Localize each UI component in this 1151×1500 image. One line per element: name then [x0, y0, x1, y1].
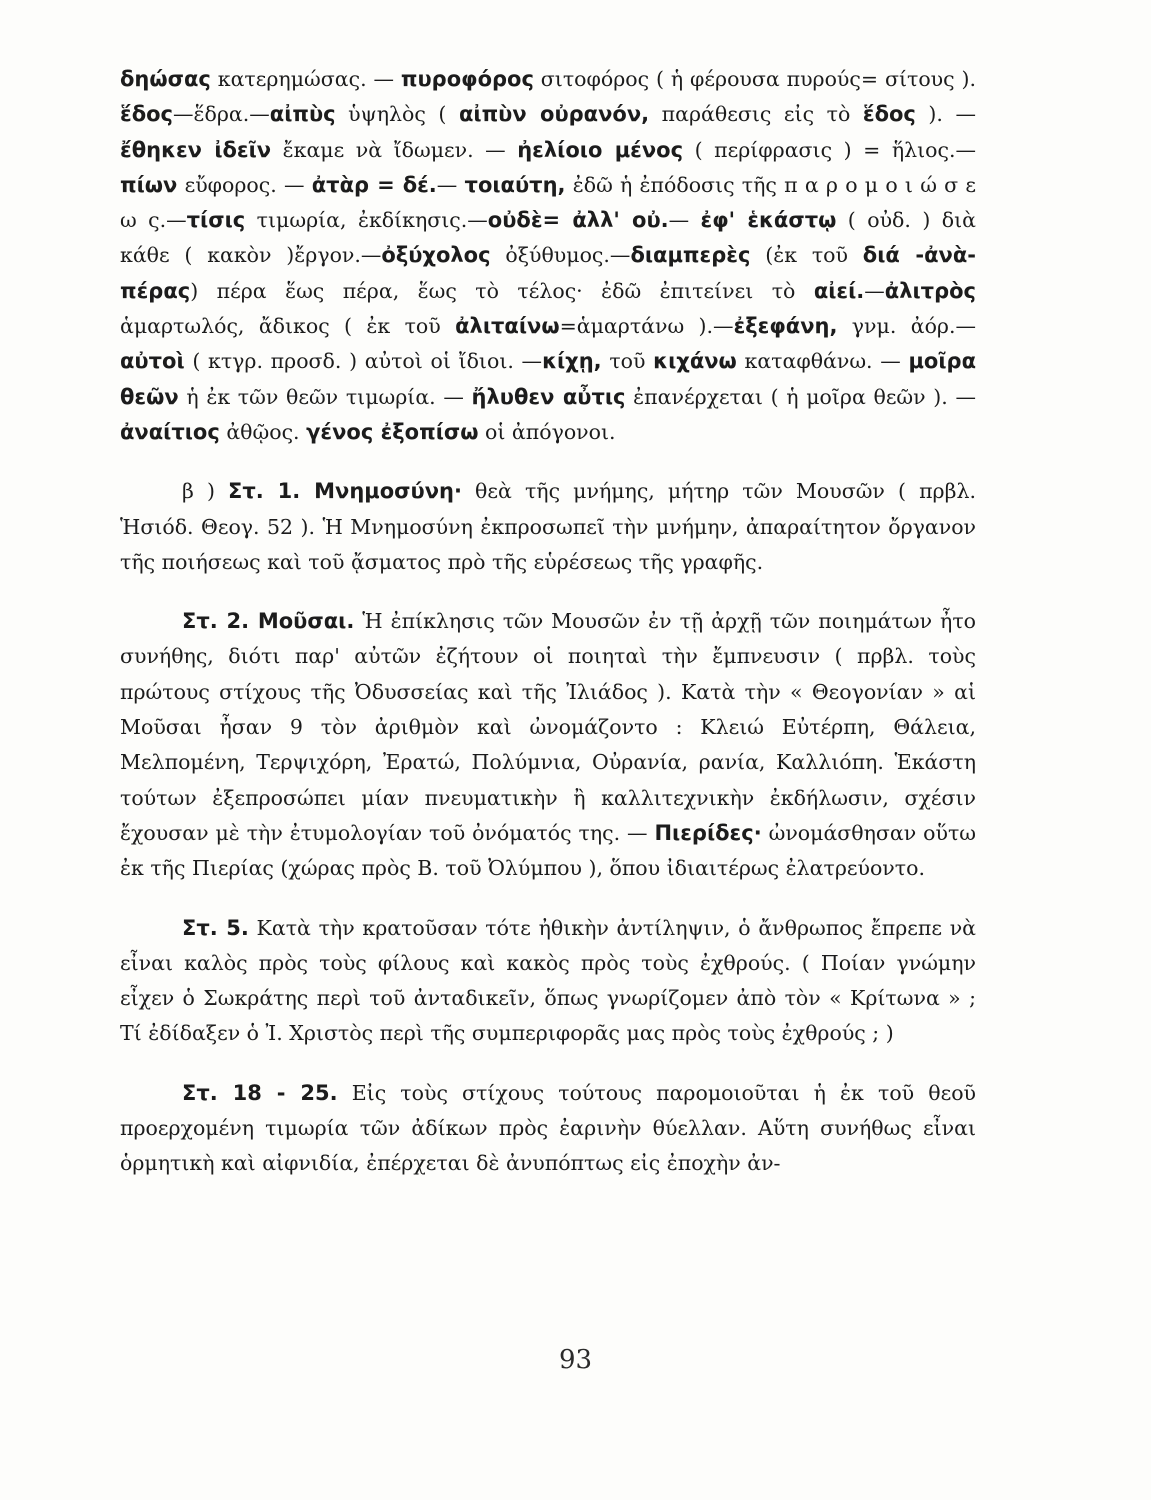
- text-run: ἔκαμε νὰ ἴδωμεν. —: [271, 137, 518, 162]
- text-run: ( κτγρ. προσδ. ) αὐτοὶ οἱ ἴδιοι. —: [184, 349, 543, 374]
- text-run: ὠνομάσθησαν οὕτω ἐκ τῆς Πιερίας (χώρας πρὸς Β. τοῦ Ὀλύμπου ), ὅπου ἰδιαιτέρως ἐλατρεύοντο.: [120, 820, 976, 881]
- text-run: ) πέρα ἕως πέρα, ἕως τὸ τέλος· ἐδῶ ἐπιτείνει τὸ: [190, 278, 814, 303]
- bold-term: αὐτοὶ: [120, 349, 185, 374]
- bold-term: ἀλιτρὸς: [884, 278, 976, 303]
- bold-term: αἰπὺν οὐρανόν,: [458, 102, 650, 127]
- bold-term: ἠελίοιο μένος: [517, 137, 684, 162]
- text-run: ἐπανέρχεται ( ἡ μοῖρα θεῶν ). —: [625, 384, 976, 409]
- bold-term: Πιερίδες·: [654, 820, 762, 845]
- text-run: —ἕδρα.—: [173, 102, 270, 127]
- bold-term: ἔθηκεν ἰδεῖν: [120, 137, 272, 162]
- text-run: παράθεσις εἰς τὸ: [649, 102, 863, 127]
- text-run: ( οὐδ. ) διὰ κάθε ( κακὸν )ἔργον.—: [120, 208, 976, 268]
- bold-term: αἰπὺς: [269, 102, 336, 127]
- verse-5-note: [120, 911, 976, 1052]
- bold-term: Στ. 5.: [182, 915, 249, 940]
- text-run: καταφθάνω. —: [736, 349, 909, 374]
- text-run: σιτοφόρος ( ἡ φέρουσα πυρούς= σίτους ).: [533, 67, 977, 91]
- bold-term: ἐφ' ἑκάστῳ: [700, 208, 837, 233]
- bold-term: ἐξεφάνη,: [733, 314, 838, 339]
- text-run: ἀθῷος.: [219, 419, 307, 444]
- bold-term: ἀτὰρ = δέ.: [311, 172, 437, 197]
- bold-term: Στ. 2. Μοῦσαι.: [182, 609, 355, 634]
- bold-term: μοῖρα θεῶν: [120, 349, 976, 409]
- text-run: ἐδῶ ἡ ἐπόδοσις τῆς π α ρ ο μ ο ι ώ σ ε ω ς.—: [120, 172, 976, 233]
- glossary-paragraph: [120, 62, 976, 450]
- text-run: ἡ ἐκ τῶν θεῶν τιμωρία. —: [178, 384, 472, 409]
- text-run: ( περίφρασις ) = ἥλιος.—: [683, 137, 977, 162]
- bold-term: πυροφόρος: [400, 67, 534, 91]
- text-run: τιμωρία, ἐκδίκησις.—: [245, 208, 488, 233]
- text-run: ὀξύθυμος.—: [490, 243, 631, 268]
- bold-term: ἕδος: [120, 102, 173, 127]
- text-run: Κατὰ τὴν κρατοῦσαν τότε ἠθικὴν ἀντίληψιν, ὁ ἄνθρωπος ἔπρεπε νὰ εἶναι καλὸς πρὸς τοὺς φίλους καὶ κακὸς πρὸς τοὺς ἐχθρούς. ( Ποίαν γνώμην εἶχεν ὁ Σωκράτης περὶ τοῦ ἀνταδικεῖν, ὅπως γνωρίζομεν ἀπὸ τὸν « Κρίτωνα » ; Τί ἐδίδαξεν ὁ Ἰ. Χριστὸς περὶ τῆς συμπεριφορᾶς μας πρὸς τοὺς ἐχθρούς ; ): [120, 915, 977, 1046]
- text-run: (ἐκ τοῦ: [750, 243, 863, 268]
- bold-term: ἀλιταίνω: [455, 314, 560, 339]
- verse-1-note: [120, 474, 976, 580]
- verse-2-note: [120, 604, 976, 886]
- text-run: —: [864, 278, 885, 303]
- bold-term: τοιαύτη,: [464, 172, 566, 197]
- bold-term: τίσις: [186, 208, 246, 233]
- text-run: ἁμαρτωλός, ἄδικος ( ἐκ τοῦ: [120, 314, 456, 339]
- text-run: εὔφορος. —: [177, 172, 312, 197]
- bold-term: γένος ἐξοπίσω: [306, 419, 479, 444]
- text-run: θεὰ τῆς μνήμης, μήτηρ τῶν Μουσῶν ( πρβλ. Ἡσιόδ. Θεογ. 52 ). Ἡ Μνημοσύνη ἐκπροσωπεῖ τὴν μνήμην, ἀπαραίτητον ὄργανον τῆς ποιήσεως καὶ τοῦ ᾄσματος πρὸ τῆς εὑρέσεως τῆς γραφῆς.: [120, 479, 976, 574]
- text-run: γνμ. ἀόρ.—: [837, 314, 976, 339]
- bold-term: δηώσας: [120, 67, 211, 91]
- bold-term: ἀναίτιος: [120, 419, 220, 444]
- text-run: ). —: [915, 102, 977, 127]
- page-body: [120, 62, 976, 1182]
- bold-term: ἕδος: [862, 102, 916, 127]
- verse-18-25-note: [120, 1076, 976, 1182]
- bold-term: κίχῃ,: [542, 349, 602, 374]
- text-run: β ): [182, 479, 229, 504]
- text-run: —: [668, 208, 701, 233]
- text-run: Εἰς τοὺς στίχους τούτους παρομοιοῦται ἡ ἐκ τοῦ θεοῦ προερχομένη τιμωρία τῶν ἀδίκων πρὸς ἐαρινὴν θύελλαν. Αὕτη συνήθως εἶναι ὁρμητικὴ καὶ αἰφνιδία, ἐπέρχεται δὲ ἀνυπόπτως εἰς ἐποχὴν ἀν-: [120, 1080, 976, 1176]
- bold-term: πίων: [120, 172, 178, 197]
- bold-term: ἤλυθεν αὖτις: [471, 384, 626, 409]
- bold-term: Στ. 1. Μνημοσύνη·: [228, 479, 462, 504]
- bold-term: αἰεί.: [813, 278, 865, 303]
- text-run: κατερημώσας. —: [210, 67, 401, 91]
- bold-term: ὀξύχολος: [381, 243, 491, 268]
- bold-term: Στ. 18 - 25.: [182, 1080, 338, 1105]
- page-number: 93: [558, 1345, 593, 1375]
- bold-term: διαμπερὲς: [630, 243, 751, 268]
- text-run: Ἡ ἐπίκλησις τῶν Μουσῶν ἐν τῇ ἀρχῇ τῶν ποιημάτων ἦτο συνήθης, διότι παρ' αὐτῶν ἐζήτουν οἱ ποιηταὶ τὴν ἔμπνευσιν ( πρβλ. τοὺς πρώτους στίχους τῆς Ὀδυσσείας καὶ τῆς Ἰλιάδος ). Κατὰ τὴν « Θεογονίαν » αἱ Μοῦσαι ἦσαν 9 τὸν ἀριθμὸν καὶ ὠνομάζοντο : Κλειώ Εὐτέρπη, Θάλεια, Μελπομένη, Τερψιχόρη, Ἐρατώ, Πολύμνια, Οὐρανία, ρανία, Καλλιόπη. Ἑκάστη τούτων ἐξεπροσώπει μίαν πνευματικὴν ἢ καλλιτεχνικὴν ἐκδήλωσιν, σχέσιν ἔχουσαν μὲ τὴν ἐτυμολογίαν τοῦ ὀνόματός της. —: [120, 609, 977, 845]
- text-run: —: [436, 172, 465, 197]
- bold-term: διά -ἀνὰ- πέρας: [120, 243, 976, 303]
- text-run: τοῦ: [601, 349, 654, 374]
- bold-term: οὐδὲ= ἀλλ' οὐ.: [487, 208, 669, 233]
- text-run: οἱ ἀπόγονοι.: [478, 419, 616, 444]
- text-run: =ἁμαρτάνω ).—: [559, 314, 734, 339]
- bold-term: κιχάνω: [653, 349, 737, 374]
- text-run: ὑψηλὸς (: [335, 102, 459, 127]
